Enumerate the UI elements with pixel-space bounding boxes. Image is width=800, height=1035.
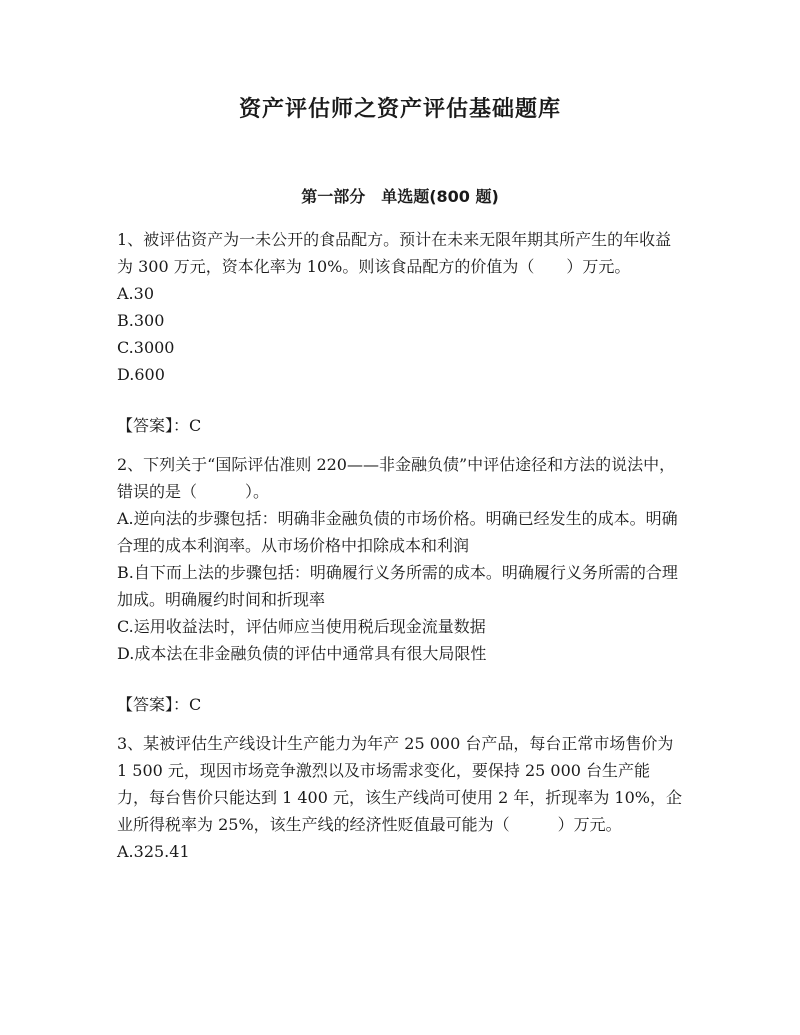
option-d: D.600 bbox=[117, 365, 165, 384]
section-title: 第一部分 单选题(800 题) bbox=[301, 187, 499, 206]
question-1 bbox=[117, 226, 682, 439]
option-a: A.325.41 bbox=[117, 842, 190, 861]
question-stem: 1、被评估资产为一未公开的食品配方。预计在未来无限年期其所产生的年收益为 300 万元，资本化率为 10%。则该食品配方的价值为（ ）万元。 bbox=[117, 230, 672, 276]
question-3 bbox=[117, 730, 682, 865]
option-a: A.30 bbox=[117, 284, 154, 303]
option-a: A.逆向法的步骤包括：明确非金融负债的市场价格。明确已经发生的成本。明确合理的成本利润率。从市场价格中扣除成本和利润 bbox=[117, 509, 678, 555]
question-list bbox=[117, 226, 682, 865]
option-b: B.300 bbox=[117, 311, 165, 330]
option-c: C.运用收益法时，评估师应当使用税后现金流量数据 bbox=[117, 617, 486, 636]
question-stem: 3、某被评估生产线设计生产能力为年产 25 000 台产品，每台正常市场售价为 1 500 元，现因市场竞争激烈以及市场需求变化，要保持 25 000 台生产能力，每台售价只能达到 1 400 元，该生产线尚可使用 2 年，折现率为 10%，企业所得税率为 25%，该生产线的经济性贬值最可能为（ ）万元。 bbox=[117, 734, 682, 834]
option-c: C.3000 bbox=[117, 338, 175, 357]
option-b: B.自下而上法的步骤包括：明确履行义务所需的成本。明确履行义务所需的合理加成。明确履约时间和折现率 bbox=[117, 563, 678, 609]
answer-line: 【答案】：C bbox=[117, 416, 202, 435]
option-d: D.成本法在非金融负债的评估中通常具有很大局限性 bbox=[117, 644, 487, 663]
page-title: 资产评估师之资产评估基础题库 bbox=[238, 97, 561, 122]
answer-line: 【答案】：C bbox=[117, 695, 202, 714]
question-2 bbox=[117, 451, 682, 718]
question-stem: 2、下列关于“国际评估准则 220——非金融负债”中评估途径和方法的说法中，错误的是（ ）。 bbox=[117, 455, 676, 501]
